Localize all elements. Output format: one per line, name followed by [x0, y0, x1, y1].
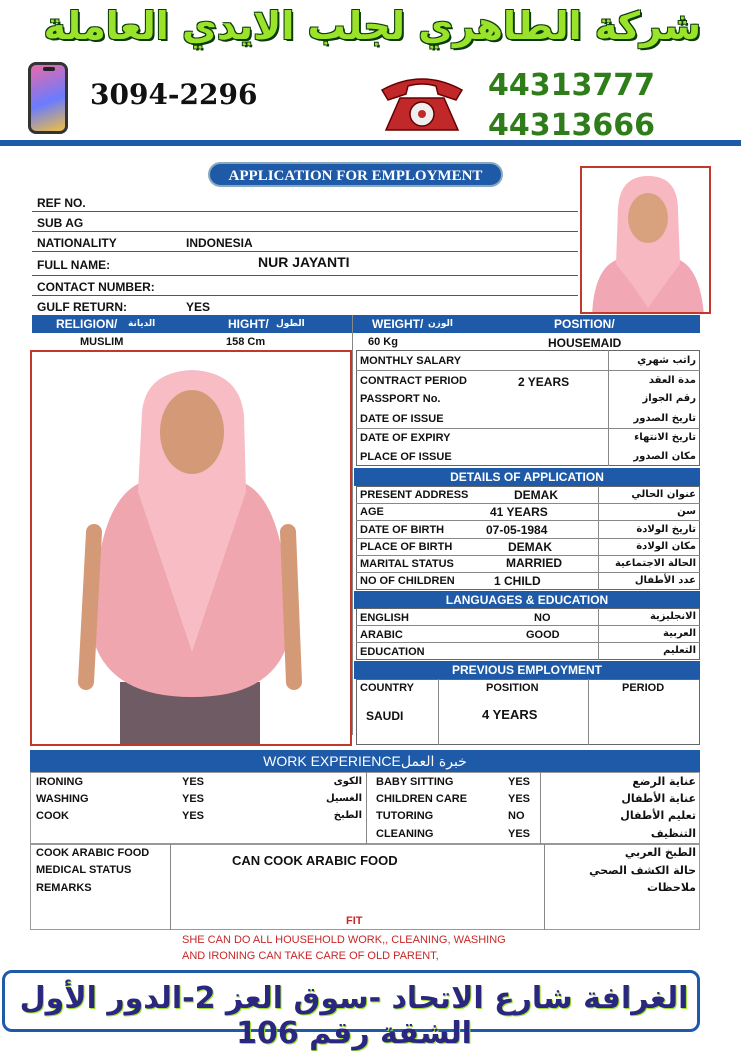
telephone-2: 44313666: [488, 108, 655, 143]
work-ar: الكوى: [333, 776, 362, 787]
contact-row: [32, 276, 578, 296]
work-value: NO: [508, 810, 525, 822]
monthly-salary-ar: راتب شهري: [637, 355, 696, 366]
place-of-issue-label: PLACE OF ISSUE: [360, 451, 452, 463]
work-experience-title-ar: خبرة العمل: [400, 754, 467, 770]
contract-period-label: CONTRACT PERIOD: [360, 375, 467, 387]
religion-label-ar: الديانة: [128, 319, 156, 329]
remarks-label: REMARKS: [36, 882, 92, 894]
nationality-row: [32, 232, 578, 252]
education-label: EDUCATION: [360, 646, 425, 658]
prev-divider-2: [588, 679, 589, 745]
full-name-label: FULL NAME:: [37, 258, 111, 272]
prev-position-header: POSITION: [486, 682, 539, 694]
work-label: CHILDREN CARE: [376, 793, 468, 805]
contract-period-value: 2 YEARS: [518, 375, 570, 389]
pob-ar: مكان الولادة: [636, 541, 696, 552]
languages-line-2: [356, 642, 700, 643]
remarks-note-1: SHE CAN DO ALL HOUSEHOLD WORK,, CLEANING, WASHING: [182, 934, 506, 946]
date-of-expiry-label: DATE OF EXPIRY: [360, 432, 451, 444]
work-ar: الطبخ: [333, 810, 362, 821]
prev-country-header: COUNTRY: [360, 682, 414, 694]
pob-label: PLACE OF BIRTH: [360, 541, 453, 553]
column-divider: [352, 315, 353, 735]
education-ar: التعليم: [663, 645, 696, 656]
contract-line-2: [356, 428, 700, 429]
details-line-3: [356, 538, 700, 539]
arabic-ar: العربية: [663, 628, 696, 639]
remarks-divider-2: [544, 844, 545, 930]
date-of-expiry-ar: تاريخ الانتهاء: [634, 432, 696, 443]
children-label: NO OF CHILDREN: [360, 575, 455, 587]
marital-value: MARRIED: [506, 556, 562, 570]
children-ar: عدد الأطفال: [634, 575, 696, 586]
prev-position-value: 4 YEARS: [482, 707, 538, 722]
gulf-return-row: [32, 296, 578, 316]
work-experience-header-bar: [30, 750, 700, 772]
work-value: YES: [182, 810, 205, 822]
cook-arabic-value: CAN COOK ARABIC FOOD: [232, 853, 398, 868]
footer-address-box: [2, 970, 700, 1051]
languages-line-1: [356, 625, 700, 626]
monthly-salary-label: MONTHLY SALARY: [360, 355, 462, 367]
work-label: WASHING: [36, 793, 89, 805]
age-ar: سن: [677, 506, 696, 517]
medical-status-ar: حالة الكشف الصحي: [589, 864, 696, 877]
applicant-photo-small: [580, 166, 711, 314]
full-name-row: [32, 252, 578, 276]
age-value: 41 YEARS: [490, 505, 548, 519]
dob-label: DATE OF BIRTH: [360, 524, 445, 536]
work-label: BABY SITTING: [376, 776, 454, 788]
work-mid-divider: [366, 772, 367, 844]
medical-status-label: MEDICAL STATUS: [36, 864, 132, 876]
work-value: YES: [182, 776, 205, 788]
nationality-label: NATIONALITY: [37, 236, 117, 250]
work-ar: الغسيل: [325, 793, 362, 804]
age-label: AGE: [360, 506, 384, 518]
work-ar: تعليم الأطفال: [620, 809, 696, 822]
work-ar-divider: [540, 772, 541, 844]
mobile-number: 3094-2296: [90, 78, 258, 111]
mobile-phone-icon: [28, 62, 68, 134]
cook-arabic-ar: الطبخ العربي: [624, 846, 696, 859]
details-header-bar: DETAILS OF APPLICATION: [354, 468, 700, 486]
work-value: YES: [508, 793, 531, 805]
ref-no-label: REF NO.: [37, 196, 86, 210]
cook-arabic-label: COOK ARABIC FOOD: [36, 847, 150, 859]
height-value: 158 Cm: [226, 336, 266, 348]
dob-ar: تاريخ الولادة: [636, 524, 696, 535]
present-address-value: DEMAK: [514, 488, 558, 502]
work-value: YES: [182, 793, 205, 805]
passport-no-label: PASSPORT No.: [360, 393, 441, 405]
gulf-return-value: YES: [186, 300, 211, 314]
passport-no-ar: رقم الجواز: [642, 393, 696, 404]
work-value: YES: [508, 776, 531, 788]
arabic-value: GOOD: [526, 629, 560, 641]
contract-ar-divider: [608, 350, 609, 466]
languages-header-bar: LANGUAGES & EDUCATION: [354, 591, 700, 609]
contact-label: CONTACT NUMBER:: [37, 280, 155, 294]
contract-table: [356, 350, 700, 466]
languages-ar-divider: [598, 608, 599, 660]
telephone-1: 44313777: [488, 68, 655, 103]
weight-label: WEIGHT/: [372, 317, 424, 331]
position-label: POSITION/: [554, 317, 615, 331]
english-value: NO: [534, 612, 551, 624]
work-experience-title: WORK EXPERIENCE: [263, 753, 401, 769]
sub-ag-row: [32, 212, 578, 232]
children-value: 1 CHILD: [494, 574, 541, 588]
work-label: TUTORING: [376, 810, 434, 822]
nationality-value: INDONESIA: [186, 236, 253, 250]
religion-label: RELIGION/: [56, 317, 118, 331]
position-value: HOUSEMAID: [548, 336, 622, 350]
remarks-divider-1: [170, 844, 171, 930]
marital-ar: الحالة الاجتماعية: [614, 558, 696, 569]
details-line-2: [356, 520, 700, 521]
attributes-header-bar: [32, 315, 700, 333]
place-of-issue-ar: مكان الصدور: [633, 451, 696, 462]
portrait-small-icon: [582, 168, 711, 314]
weight-label-ar: الوزن: [428, 319, 453, 329]
medical-fit-status: FIT: [346, 915, 363, 927]
english-label: ENGLISH: [360, 612, 409, 624]
arabic-label: ARABIC: [360, 629, 403, 641]
footer-address: الغرافة شارع الاتحاد -سوق العز 2-الدور الأول الشقة رقم 106: [19, 981, 689, 1051]
work-label: CLEANING: [376, 828, 434, 840]
details-line-1: [356, 503, 700, 504]
remarks-ar: ملاحظات: [647, 881, 696, 894]
header: [0, 0, 741, 146]
previous-employment-header-bar: PREVIOUS EMPLOYMENT: [354, 661, 700, 679]
full-name-value: NUR JAYANTI: [258, 254, 350, 270]
form-title: APPLICATION FOR EMPLOYMENT: [208, 162, 503, 187]
applicant-photo-large: [30, 350, 352, 746]
work-label: IRONING: [36, 776, 84, 788]
date-of-issue-ar: تاريخ الصدور: [633, 413, 696, 424]
telephone-numbers: [488, 66, 655, 146]
prev-divider-1: [438, 679, 439, 745]
religion-value: MUSLIM: [80, 336, 124, 348]
present-address-label: PRESENT ADDRESS: [360, 489, 469, 501]
work-ar: عناية الأطفال: [621, 792, 696, 805]
work-ar: التنظيف: [650, 827, 696, 840]
work-value: YES: [508, 828, 531, 840]
weight-value: 60 Kg: [368, 336, 398, 348]
height-label: HIGHT/: [228, 317, 269, 331]
gulf-return-label: GULF RETURN:: [37, 300, 127, 314]
work-ar: عناية الرضع: [632, 775, 696, 788]
dob-value: 07-05-1984: [486, 523, 548, 537]
marital-label: MARITAL STATUS: [360, 558, 454, 570]
ref-no-row: [32, 192, 578, 212]
present-address-ar: عنوان الحالي: [631, 489, 696, 500]
sub-ag-label: SUB AG: [37, 216, 84, 230]
details-line-5: [356, 572, 700, 573]
company-name: شركة الطاهري لجلب الايدي العاملة: [43, 4, 701, 48]
date-of-issue-label: DATE OF ISSUE: [360, 413, 444, 425]
portrait-large-icon: [32, 352, 352, 746]
contract-line-1: [356, 370, 700, 371]
contract-period-ar: مدة العقد: [648, 375, 696, 386]
prev-period-header: PERIOD: [622, 682, 665, 694]
pob-value: DEMAK: [508, 540, 552, 554]
remarks-note-2: AND IRONING CAN TAKE CARE OF OLD PARENT,: [182, 950, 439, 962]
prev-country-value: SAUDI: [366, 709, 404, 723]
telephone-icon: [376, 72, 468, 134]
height-label-ar: الطول: [276, 319, 305, 329]
english-ar: الانجليزية: [649, 611, 696, 622]
work-label: COOK: [36, 810, 69, 822]
